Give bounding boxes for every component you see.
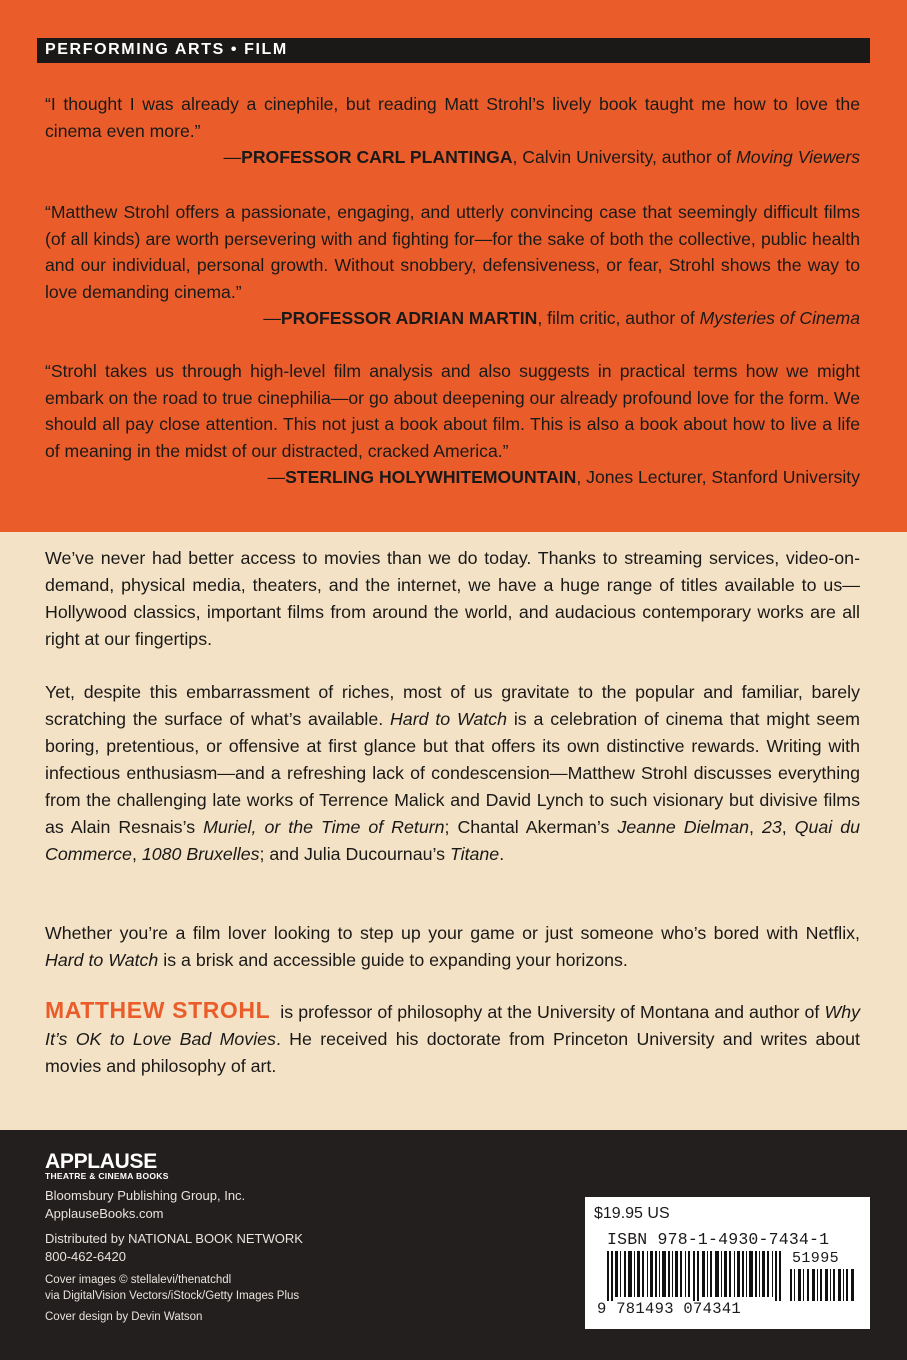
author-bio: MATTHEW STROHL is professor of philosophy at the University of Montana and author of Why It’s OK to Love Bad Movies. He received his doctorate from Princeton University and writes about movies and philosophy of art. (45, 997, 861, 1076)
cover-design-credit: Cover design by Devin Watson (45, 1311, 203, 1323)
quote-2-attribution: —PROFESSOR ADRIAN MARTIN, film critic, author of Mysteries of Cinema (263, 308, 860, 328)
quote-1-attribution: —PROFESSOR CARL PLANTINGA, Calvin University, author of Moving Viewers (223, 147, 860, 167)
category-label: PERFORMING ARTS • FILM (45, 41, 288, 58)
ean-digits: 9 781493 074341 (597, 1300, 742, 1318)
cover-image-credit: Cover images © stellalevi/thenatchdl via DigitalVision Vectors/iStock/Getty Images Plus (45, 1274, 300, 1302)
ean-barcode-icon (607, 1251, 785, 1301)
description-paragraph-3: Whether you’re a film lover looking to step up your game or just someone who’s bored with Netflix, Hard to Watch is a brisk and accessible guide to expanding your horizons. (45, 923, 860, 970)
quote-2 (45, 199, 860, 332)
quote-1 (45, 91, 860, 171)
description-paragraph-1: We’ve never had better access to movies than we do today. Thanks to streaming services, video-on-demand, physical media, theaters, and the internet, we have a huge range of titles available to us—Hollywood classics, important films from around the world, and audacious contemporary works are all right at our fingertips. (45, 548, 860, 649)
barcode-box (585, 1197, 870, 1329)
quote-3 (45, 358, 860, 491)
quote-1-text: “I thought I was already a cinephile, but reading Matt Strohl’s lively book taught me how to love the cinema even more.” (45, 94, 860, 141)
quote-3-text: “Strohl takes us through high-level film analysis and also suggests in practical terms how we might embark on the road to true cinephilia—or go about deepening our already profound love for the form. We should all pay close attention. This not just a book about film. This is also a book about how to live a life of meaning in the midst of our distracted, cracked America.” (45, 361, 860, 461)
isbn-text: ISBN 978-1-4930-7434-1 (607, 1230, 830, 1249)
quote-2-text: “Matthew Strohl offers a passionate, engaging, and utterly convincing case that seemingly difficult films (of all kinds) are worth persevering with and fighting for—for the sake of both the collective, public health and our individual, personal growth. Without snobbery, defensiveness, or fear, Strohl shows the way to love demanding cinema.” (45, 202, 860, 302)
addon-digits: 51995 (792, 1250, 840, 1267)
description-paragraph-2: Yet, despite this embarrassment of riches, most of us gravitate to the popular and familiar, barely scratching the surface of what’s available. Hard to Watch is a celebration of cinema that might seem boring, pretentious, or offensive at first glance but that offers its own distinctive rewards. Writing with infectious enthusiasm—and a refreshing lack of condescension—Matthew Strohl discusses everything from the challenging late works of Terrence Malick and David Lynch to such visionary but divisive films as Alain Resnais’s Muriel, or the Time of Return; Chantal Akerman’s Jeanne Dielman, 23, Quai du Commerce, 1080 Bruxelles; and Julia Ducournau’s Titane. (45, 682, 860, 864)
price: $19.95 US (594, 1205, 670, 1222)
distributor-info: Distributed by NATIONAL BOOK NETWORK 800-462-6420 (45, 1231, 303, 1264)
applause-logo: APPLAUSE THEATRE & CINEMA BOOKS (45, 1150, 169, 1181)
quote-3-attribution: —STERLING HOLYWHITEMOUNTAIN, Jones Lecturer, Stanford University (267, 467, 860, 487)
publisher-info: Bloomsbury Publishing Group, Inc. ApplauseBooks.com (45, 1188, 246, 1221)
author-name: MATTHEW STROHL (45, 997, 271, 1023)
category-bar (37, 38, 870, 63)
